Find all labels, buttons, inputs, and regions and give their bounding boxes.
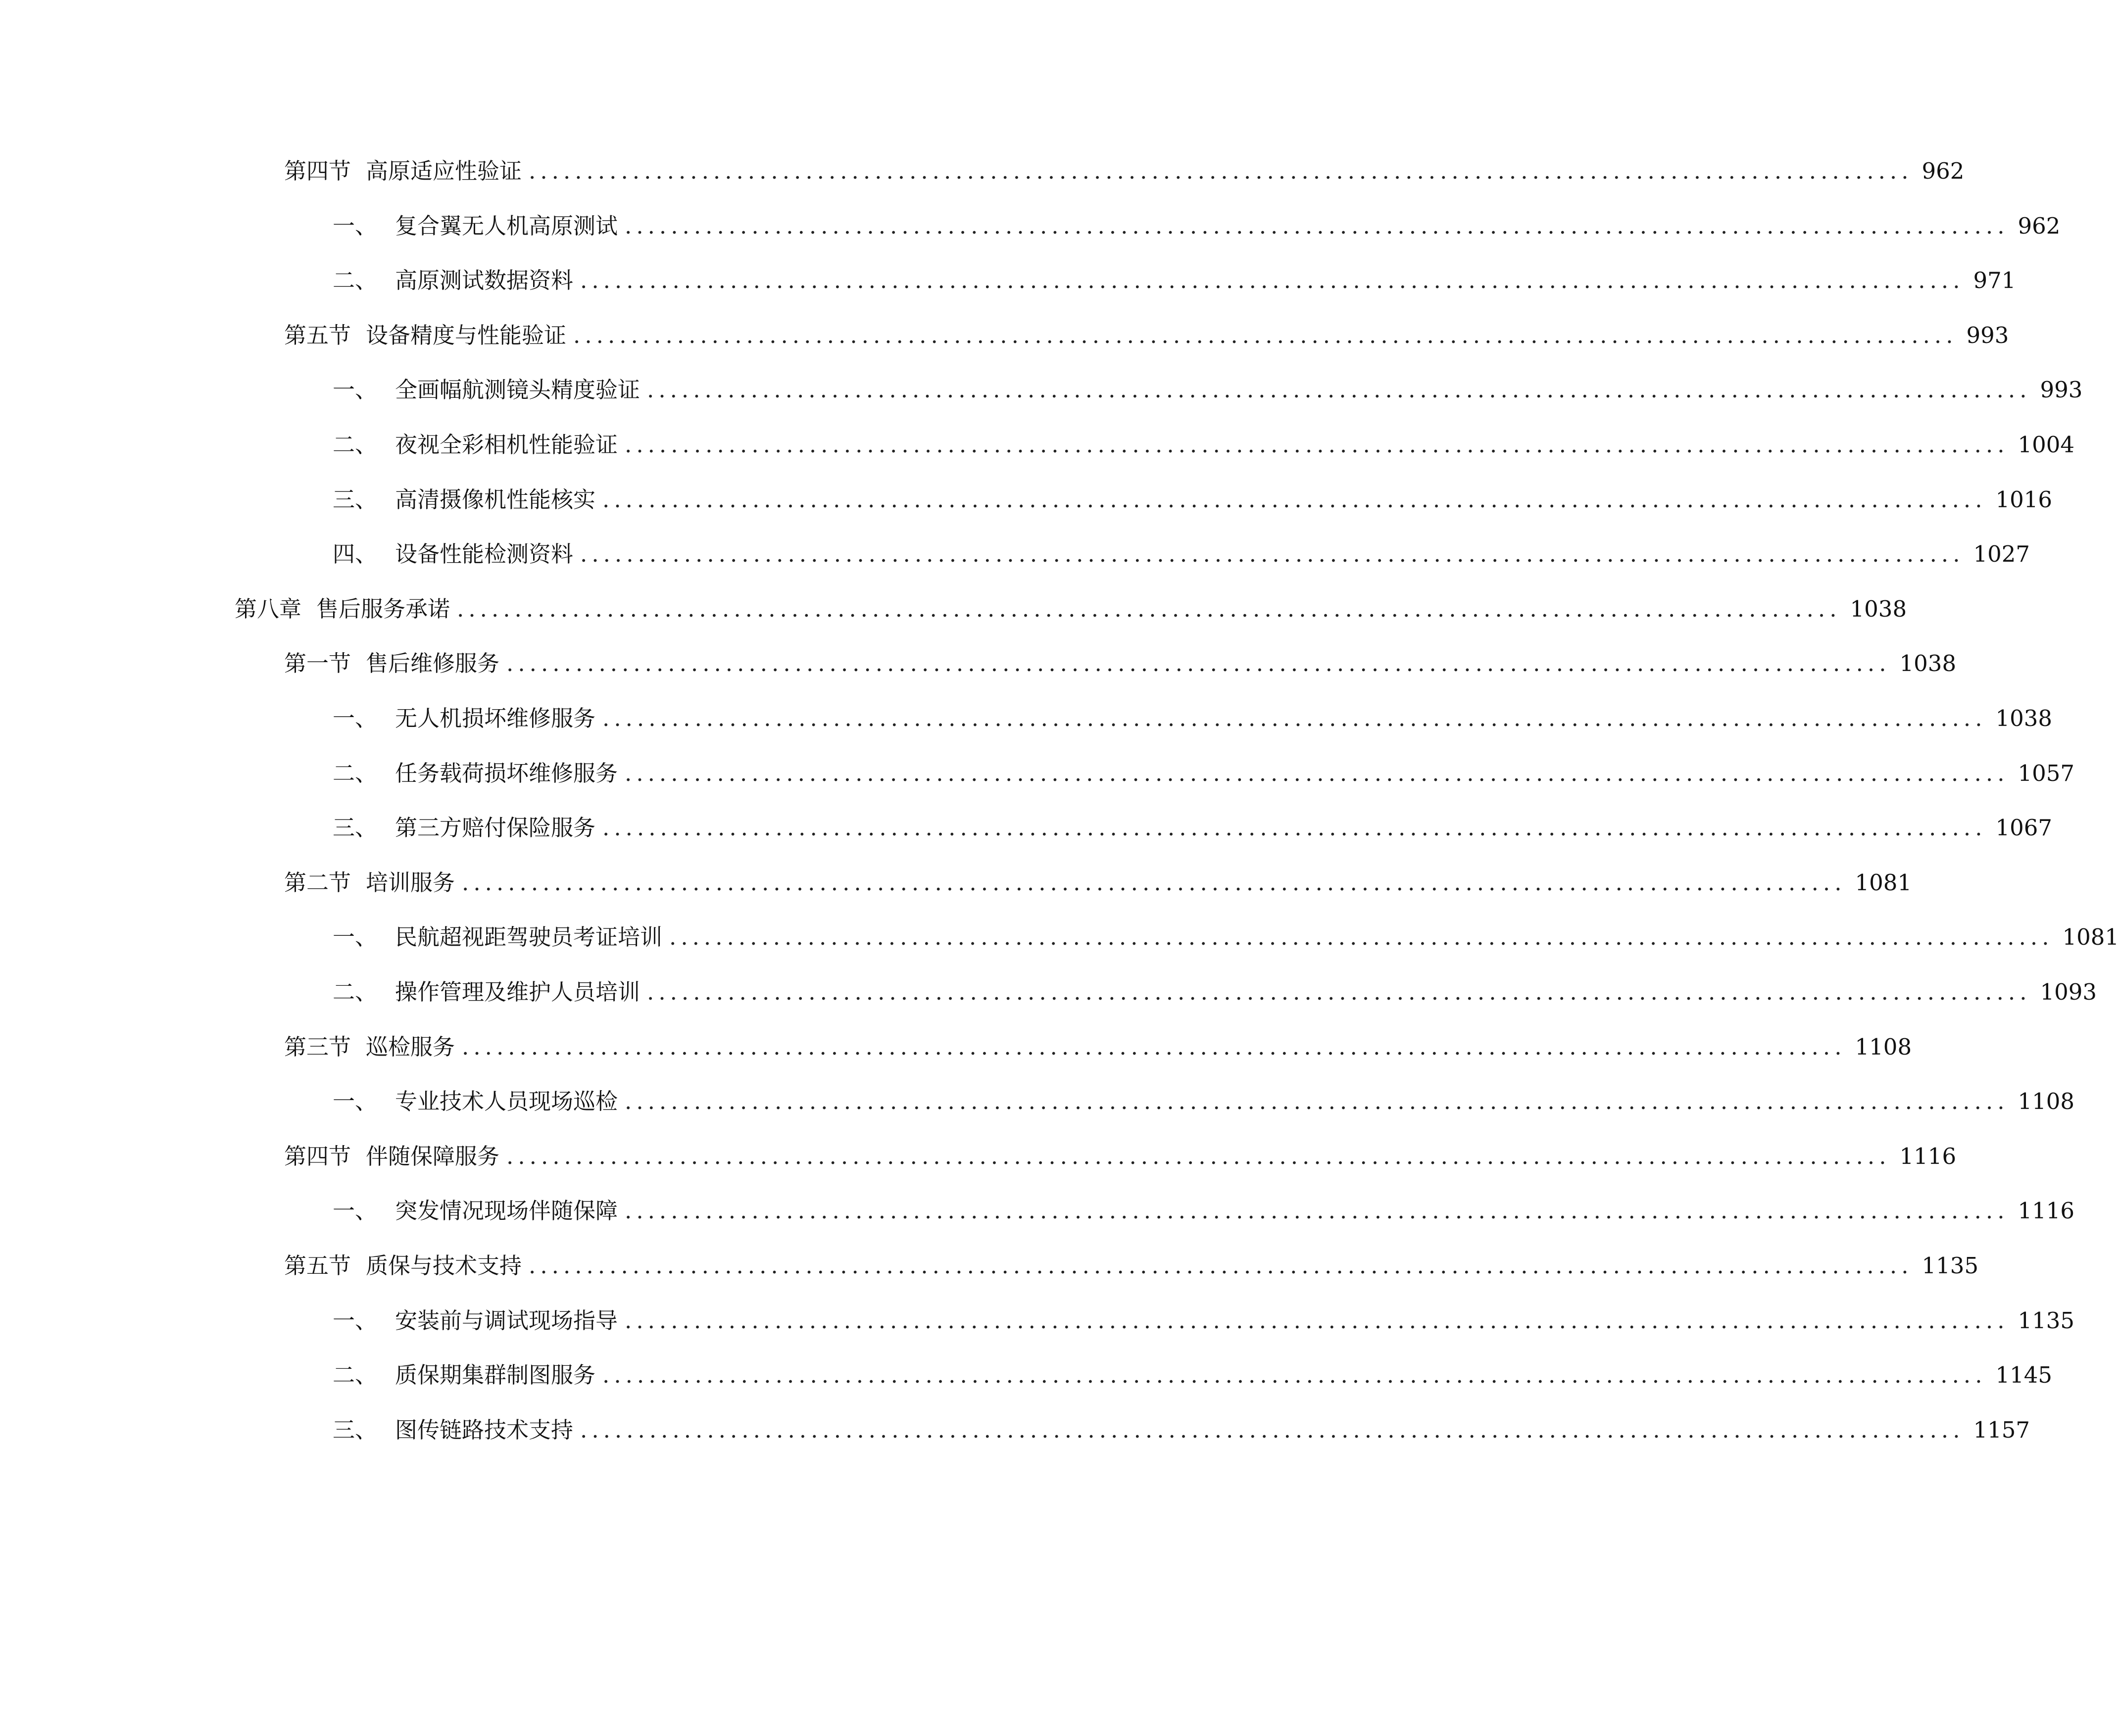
toc-page-number: 1027 xyxy=(1973,541,2030,567)
toc-entry-title: 售后维修服务 xyxy=(366,650,500,676)
toc-entry-number: 第五节 xyxy=(284,1253,351,1279)
toc-entry-number: 三、 xyxy=(333,1417,378,1443)
toc-entry-title: 无人机损坏维修服务 xyxy=(395,705,596,731)
toc-entry-number: 一、 xyxy=(333,1198,378,1224)
toc-dot-leader: ........................................................................................................................ xyxy=(625,432,2009,458)
toc-entry-title: 专业技术人员现场巡检 xyxy=(395,1088,618,1114)
toc-entry-number: 一、 xyxy=(333,377,378,403)
toc-entry[interactable] xyxy=(284,1139,1957,1174)
toc-entry-title: 质保期集群制图服务 xyxy=(395,1362,596,1388)
toc-entry[interactable] xyxy=(333,1303,2075,1339)
toc-entry[interactable] xyxy=(333,372,2083,408)
toc-page-number: 1038 xyxy=(1995,705,2053,731)
toc-entry[interactable] xyxy=(333,1193,2075,1229)
toc-entry-title: 复合翼无人机高原测试 xyxy=(395,213,618,239)
toc-dot-leader: ........................................................................................................................ xyxy=(462,1034,1846,1060)
toc-entry[interactable] xyxy=(333,810,2053,846)
toc-entry-title: 民航超视距驾驶员考证培训 xyxy=(395,924,663,950)
toc-dot-leader: ........................................................................................................................ xyxy=(580,541,1965,567)
toc-entry[interactable] xyxy=(333,263,2016,298)
toc-entry[interactable] xyxy=(284,1029,1912,1065)
toc-dot-leader: ........................................................................................................................ xyxy=(625,760,2009,786)
toc-page-number: 1004 xyxy=(2018,432,2075,458)
toc-page-number: 1038 xyxy=(1850,596,1907,622)
toc-entry-number: 第一节 xyxy=(284,650,351,676)
toc-page-number: 962 xyxy=(1922,158,1965,184)
toc-entry-title: 安装前与调试现场指导 xyxy=(395,1307,618,1334)
toc-entry[interactable] xyxy=(333,427,2075,463)
toc-page-number: 993 xyxy=(1966,322,2009,348)
toc-page-number: 1135 xyxy=(1922,1253,1979,1279)
toc-entry[interactable] xyxy=(284,865,1912,901)
toc-entry[interactable] xyxy=(284,646,1957,681)
toc-dot-leader: ........................................................................................................................ xyxy=(602,815,1987,841)
toc-entry-number: 一、 xyxy=(333,924,378,950)
toc-page-number: 1116 xyxy=(1899,1143,1957,1169)
toc-entry[interactable] xyxy=(333,536,2030,572)
toc-entry-title: 任务载荷损坏维修服务 xyxy=(395,760,618,786)
toc-dot-leader: ........................................................................................................................ xyxy=(647,979,2031,1005)
toc-entry-number: 第二节 xyxy=(284,869,351,896)
toc-page-number: 1135 xyxy=(2018,1307,2075,1334)
toc-page-number: 1116 xyxy=(2018,1198,2075,1224)
toc-dot-leader: ........................................................................................................................ xyxy=(580,1417,1965,1443)
toc-dot-leader: ........................................................................................................................ xyxy=(647,377,2031,403)
toc-entry-number: 第八章 xyxy=(235,596,302,622)
toc-entry[interactable] xyxy=(333,701,2053,736)
toc-entry-title: 第三方赔付保险服务 xyxy=(395,815,596,841)
toc-dot-leader: ........................................................................................................................ xyxy=(602,705,1987,731)
toc-page-number: 1108 xyxy=(2018,1088,2075,1114)
toc-page-number: 1016 xyxy=(1995,486,2053,513)
toc-entry-title: 培训服务 xyxy=(366,869,455,896)
toc-page-number: 1145 xyxy=(1995,1362,2053,1388)
toc-dot-leader: ........................................................................................................................ xyxy=(625,213,2009,239)
toc-entry-number: 三、 xyxy=(333,486,378,513)
toc-dot-leader: ........................................................................................................................ xyxy=(506,1143,1891,1169)
toc-page-number: 971 xyxy=(1973,267,2016,293)
toc-entry-number: 三、 xyxy=(333,815,378,841)
toc-entry-title: 全画幅航测镜头精度验证 xyxy=(395,377,641,403)
toc-entry-title: 突发情况现场伴随保障 xyxy=(395,1198,618,1224)
toc-entry-title: 图传链路技术支持 xyxy=(395,1417,574,1443)
toc-dot-leader: ........................................................................................................................ xyxy=(529,158,1913,184)
toc-entry-title: 操作管理及维护人员培训 xyxy=(395,979,641,1005)
toc-dot-leader: ........................................................................................................................ xyxy=(457,596,1841,622)
toc-dot-leader: ........................................................................................................................ xyxy=(580,267,1965,293)
toc-entry-number: 二、 xyxy=(333,760,378,786)
toc-entry[interactable] xyxy=(284,318,2009,353)
toc-entry-number: 一、 xyxy=(333,1307,378,1334)
toc-entry-number: 二、 xyxy=(333,267,378,293)
toc-dot-leader: ........................................................................................................................ xyxy=(573,322,1958,348)
toc-entry-number: 一、 xyxy=(333,213,378,239)
toc-page-number: 1067 xyxy=(1995,815,2053,841)
toc-entry[interactable] xyxy=(235,591,1907,627)
toc-dot-leader: ........................................................................................................................ xyxy=(529,1253,1913,1279)
toc-page-number: 962 xyxy=(2018,213,2061,239)
toc-page-number: 1157 xyxy=(1973,1417,2030,1443)
toc-dot-leader: ........................................................................................................................ xyxy=(625,1307,2009,1334)
toc-entry-number: 第四节 xyxy=(284,158,351,184)
toc-entry[interactable] xyxy=(333,208,2061,244)
toc-entry-title: 售后服务承诺 xyxy=(316,596,450,622)
toc-entry[interactable] xyxy=(333,1357,2053,1393)
toc-entry[interactable] xyxy=(333,1084,2075,1119)
toc-entry-title: 高清摄像机性能核实 xyxy=(395,486,596,513)
toc-page-number: 1093 xyxy=(2040,979,2097,1005)
toc-entry-title: 设备精度与性能验证 xyxy=(366,322,567,348)
toc-dot-leader: ........................................................................................................................ xyxy=(506,650,1891,676)
toc-page-number: 1038 xyxy=(1899,650,1957,676)
toc-entry-title: 高原适应性验证 xyxy=(366,158,522,184)
toc-dot-leader: ........................................................................................................................ xyxy=(625,1088,2009,1114)
toc-dot-leader: ........................................................................................................................ xyxy=(669,924,2054,950)
toc-page-number: 1081 xyxy=(1855,869,1912,896)
toc-entry[interactable] xyxy=(284,153,1965,189)
toc-page-number: 1081 xyxy=(2062,924,2119,950)
toc-entry-number: 四、 xyxy=(333,541,378,567)
toc-entry[interactable] xyxy=(333,1412,2030,1448)
toc-dot-leader: ........................................................................................................................ xyxy=(602,1362,1987,1388)
toc-dot-leader: ........................................................................................................................ xyxy=(602,486,1987,513)
toc-entry-title: 高原测试数据资料 xyxy=(395,267,574,293)
toc-entry-title: 设备性能检测资料 xyxy=(395,541,574,567)
toc-entry[interactable] xyxy=(284,1248,1979,1284)
toc-entry-title: 伴随保障服务 xyxy=(366,1143,500,1169)
toc-entry-number: 第四节 xyxy=(284,1143,351,1169)
toc-entry-title: 质保与技术支持 xyxy=(366,1253,522,1279)
toc-entry[interactable] xyxy=(333,974,2097,1010)
toc-dot-leader: ........................................................................................................................ xyxy=(462,869,1846,896)
toc-entry-number: 一、 xyxy=(333,705,378,731)
toc-entry-number: 第五节 xyxy=(284,322,351,348)
toc-dot-leader: ........................................................................................................................ xyxy=(625,1198,2009,1224)
toc-entry-title: 巡检服务 xyxy=(366,1034,455,1060)
toc-entry-number: 二、 xyxy=(333,432,378,458)
toc-entry[interactable] xyxy=(333,919,2119,955)
toc-page-number: 1108 xyxy=(1855,1034,1912,1060)
toc-entry-number: 二、 xyxy=(333,979,378,1005)
toc-page-number: 1057 xyxy=(2018,760,2075,786)
toc-entry[interactable] xyxy=(333,756,2075,791)
toc-entry-number: 第三节 xyxy=(284,1034,351,1060)
toc-page-number: 993 xyxy=(2040,377,2083,403)
toc-entry-number: 二、 xyxy=(333,1362,378,1388)
toc-entry-number: 一、 xyxy=(333,1088,378,1114)
toc-entry[interactable] xyxy=(333,482,2053,518)
toc-entry-title: 夜视全彩相机性能验证 xyxy=(395,432,618,458)
